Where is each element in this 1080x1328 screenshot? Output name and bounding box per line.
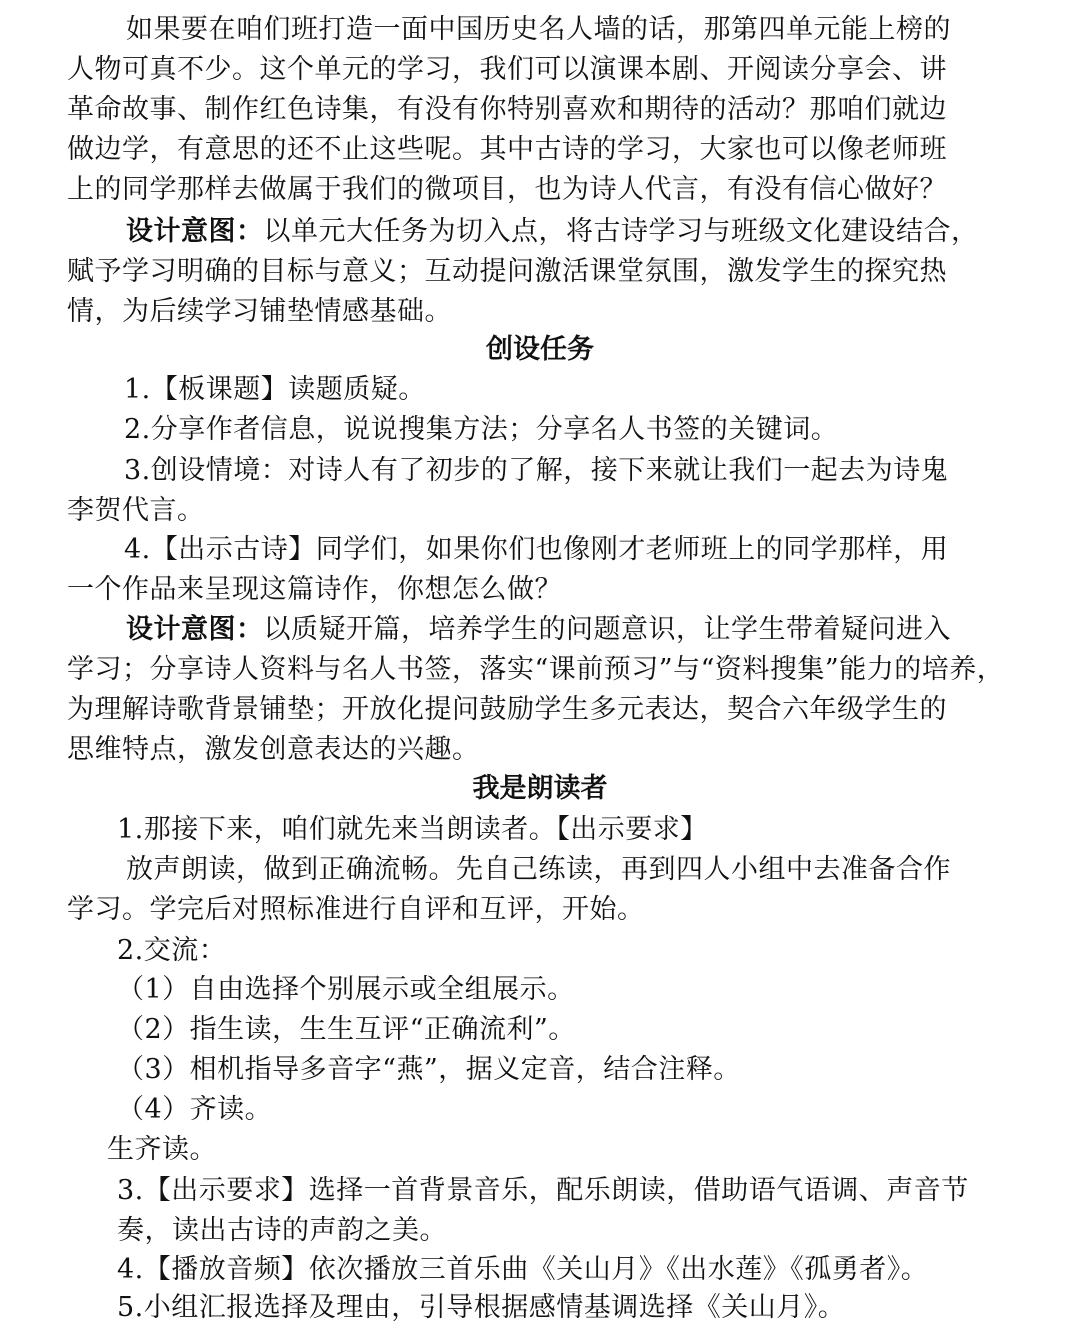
reader-item-2-note: 生齐读。 [107, 1134, 217, 1165]
reader-item-1: 1.那接下来，咱们就先来当朗读者。【出示要求】 [117, 814, 708, 845]
reader-item-2-sub-4: （4）齐读。 [117, 1094, 273, 1125]
design-intent-2-line-4: 思维特点，激发创意表达的兴趣。 [67, 734, 480, 765]
design-intent-2-text: 以质疑开篇，培养学生的问题意识，让学生带着疑问进入 [263, 614, 951, 645]
section-heading-create-task: 创设任务 [486, 334, 594, 365]
reader-item-1-requirement-cont: 学习。学完后对照标准进行自评和互评，开始。 [67, 894, 645, 925]
intro-line-5: 上的同学那样去做属于我们的微项目，也为诗人代言，有没有信心做好？ [67, 174, 947, 205]
reader-item-2: 2.交流： [117, 935, 227, 966]
section-heading-reader: 我是朗读者 [472, 773, 608, 804]
reader-item-2-sub-1: （1）自由选择个别展示或全组展示。 [117, 974, 575, 1005]
reader-item-4: 4.【播放音频】依次播放三首乐曲《关山月》《出水莲》《孤勇者》。 [117, 1254, 929, 1285]
design-intent-2-line-2: 学习；分享诗人资料与名人书签，落实“课前预习”与“资料搜集”能力的培养， [67, 654, 1005, 685]
intro-line-3: 革命故事、制作红色诗集，有没有你特别喜欢和期待的活动？那咱们就边 [67, 94, 947, 125]
design-intent-2-line-3: 为理解诗歌背景铺垫；开放化提问鼓励学生多元表达，契合六年级学生的 [67, 694, 947, 725]
intro-line-4: 做边学，有意思的还不止这些呢。其中古诗的学习，大家也可以像老师班 [67, 134, 947, 165]
intro-line-1: 如果要在咱们班打造一面中国历史名人墙的话，那第四单元能上榜的 [126, 14, 951, 45]
task-item-1: 1.【板课题】读题质疑。 [124, 374, 426, 405]
design-intent-1-label: 设计意图： [126, 216, 264, 247]
task-item-4: 4.【出示古诗】同学们，如果你们也像刚才老师班上的同学那样，用 [124, 534, 949, 565]
design-intent-1-line-1 [126, 212, 979, 252]
design-intent-1-line-3: 情，为后续学习铺垫情感基础。 [67, 296, 452, 327]
reader-item-2-sub-2: （2）指生读，生生互评“正确流利”。 [117, 1014, 576, 1045]
design-intent-2-line-1 [126, 610, 951, 650]
task-item-3: 3.创设情境：对诗人有了初步的了解，接下来就让我们一起去为诗鬼 [124, 455, 949, 486]
design-intent-1-line-2: 赋予学习明确的目标与意义；互动提问激活课堂氛围，激发学生的探究热 [67, 256, 947, 287]
design-intent-1-text: 以单元大任务为切入点，将古诗学习与班级文化建设结合， [263, 216, 979, 247]
reader-item-3: 3.【出示要求】选择一首背景音乐，配乐朗读，借助语气语调、声音节 [117, 1175, 969, 1206]
intro-line-2: 人物可真不少。这个单元的学习，我们可以演课本剧、开阅读分享会、讲 [67, 54, 947, 85]
task-item-2: 2.分享作者信息，说说搜集方法；分享名人书签的关键词。 [124, 414, 839, 445]
design-intent-2-label: 设计意图： [126, 614, 264, 645]
task-item-4-cont: 一个作品来呈现这篇诗作，你想怎么做？ [67, 574, 562, 605]
reader-item-3-cont: 奏，读出古诗的声韵之美。 [117, 1215, 447, 1246]
reader-item-1-requirement: 放声朗读，做到正确流畅。先自己练读，再到四人小组中去准备合作 [126, 854, 951, 885]
task-item-3-cont: 李贺代言。 [67, 495, 205, 526]
reader-item-2-sub-3: （3）相机指导多音字“燕”，据义定音，结合注释。 [117, 1054, 741, 1085]
reader-item-5: 5.小组汇报选择及理由，引导根据感情基调选择《关山月》。 [117, 1292, 846, 1323]
